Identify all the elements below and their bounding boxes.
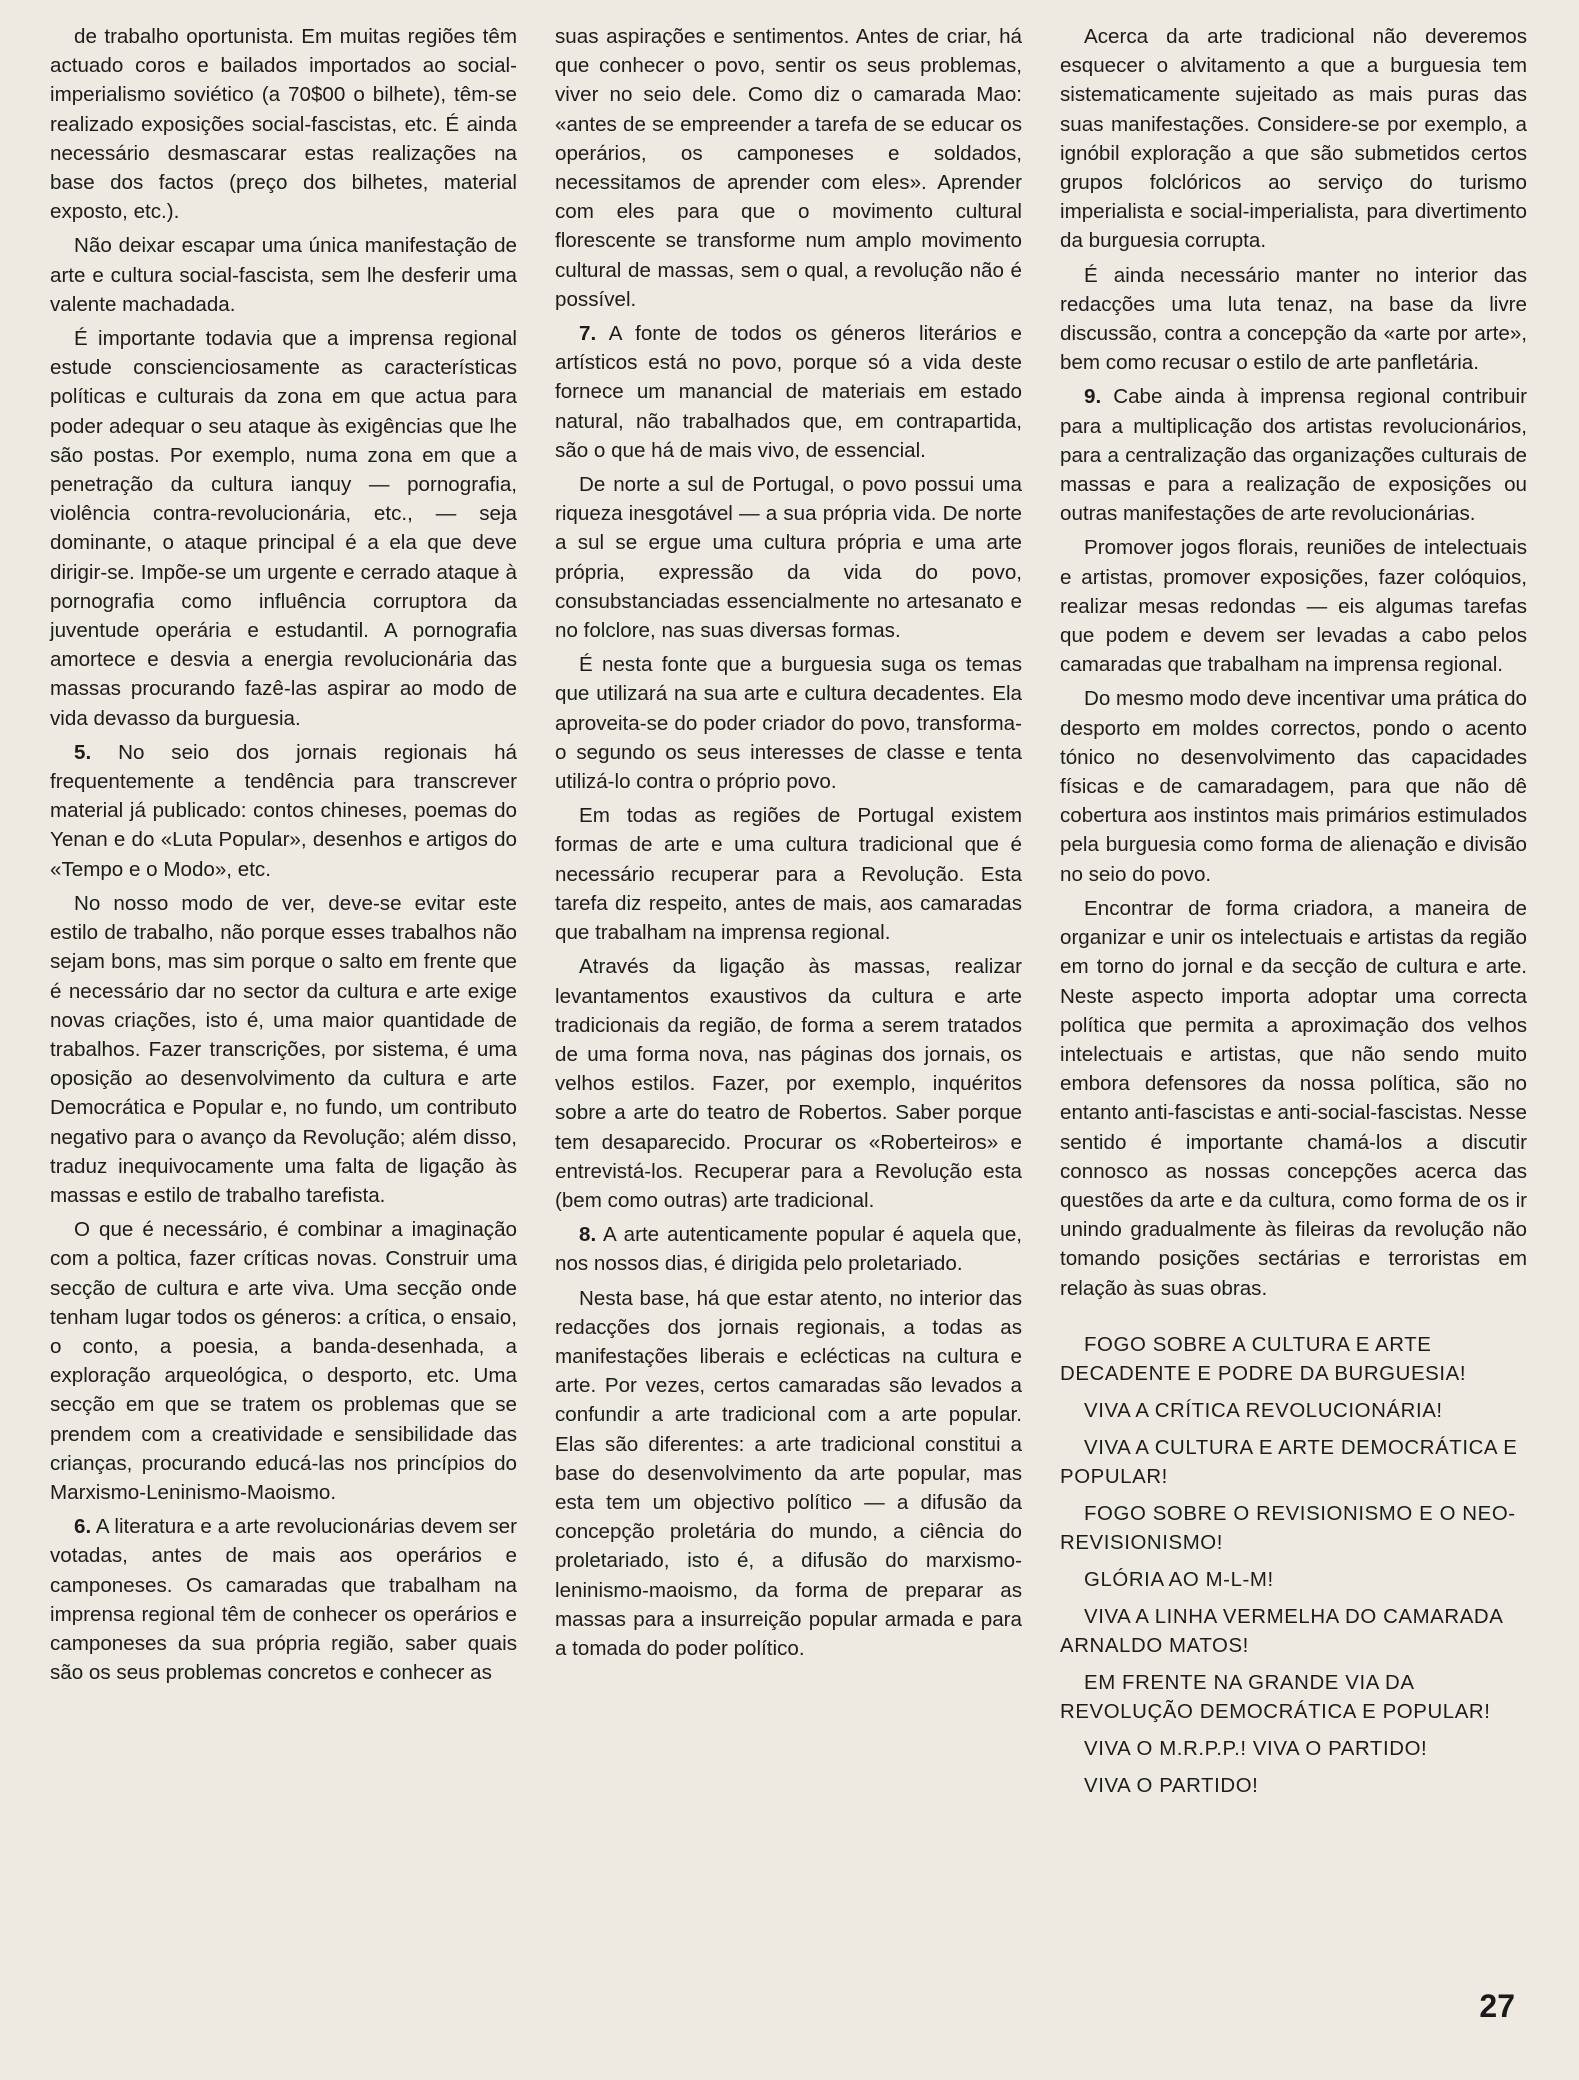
paragraph (555, 1220, 1022, 1278)
slogan: VIVA O PARTIDO! (1084, 1774, 1259, 1797)
slogan: VIVA O M.R.P.P.! VIVA O PARTIDO! (1084, 1737, 1428, 1760)
slogan: VIVA A CRÍTICA REVOLUCIONÁRIA! (1084, 1399, 1443, 1422)
section-number: 5. (74, 740, 92, 764)
paragraph-text: Cabe ainda à imprensa regional contribuir para a multiplicação dos artistas revolucionários, para a centralização das organizações culturais de massas e para a realização de exposições ou outras manifestações de arte revolucionárias. (1060, 385, 1527, 526)
section-number: 8. (579, 1223, 597, 1247)
paragraph (1060, 22, 1527, 256)
paragraph (555, 1284, 1022, 1664)
slogan: EM FRENTE NA GRANDE VIA DA REVOLUÇÃO DEMOCRÁTICA E POPULAR! (1060, 1671, 1491, 1723)
paragraph-text: No seio dos jornais regionais há frequentemente a tendência para transcrever material já publicado: contos chineses, poemas do Yenan e do «Luta Popular», desenhos e artigos do «Tempo e o Modo», etc. (50, 740, 517, 881)
paragraph (555, 319, 1022, 465)
paragraph-text: O que é necessário, é combinar a imaginação com a poltica, fazer críticas novas. Construir uma secção de cultura e arte viva. Uma secção onde tenham lugar todos os géneros: a crítica, o ensaio, o conto, a poesia, a banda-desenhada, a exploração arqueológica, o desporto, etc. Uma secção em que se tratem os problemas que se prendem com a creatividade e sensibilidade das crianças, procurando educá-las nos princípios do Marxismo-Leninismo-Maoismo. (50, 1218, 517, 1504)
paragraph (50, 324, 517, 733)
paragraph (50, 22, 517, 226)
paragraph-text: Encontrar de forma criadora, a maneira de organizar e unir os intelectuais e artistas da região em torno do jornal e da secção de cultura e arte. Neste aspecto importa adoptar uma correcta política que permita a aproximação dos velhos intelectuais e artistas, que não sendo muito embora defensores da nossa política, são no entanto anti-fascistas e anti-social-fascistas. Nesse sentido é importante chamá-los a discutir connosco as nossas concepções acerca das questões da arte e da cultura, como forma de os ir unindo gradualmente às fileiras da revolução não tomando posições sectárias e terroristas em relação às suas obras. (1060, 896, 1527, 1300)
paragraph (1060, 894, 1527, 1303)
paragraph-text: A literatura e a arte revolucionárias devem ser votadas, antes de mais aos operários e camponeses. Os camaradas que trabalham na imprensa regional têm de conhecer os operários e camponeses da sua própria região, saber quais são os seus problemas concretos e conhecer as (50, 1515, 517, 1685)
paragraph-text: Acerca da arte tradicional não deveremos esquecer o alvitamento a que a burguesia tem sistematicamente sujeitado as mais puras das suas manifestações. Considere-se por exemplo, a ignóbil exploração a que são submetidos certos grupos folclóricos ao serviço do turismo imperialista e social-imperialista, para divertimento da burguesia corrupta. (1060, 25, 1527, 253)
slogans-block (1060, 1331, 1527, 1801)
text-columns (50, 22, 1525, 1809)
paragraph-text: A arte autenticamente popular é aquela que, nos nossos dias, é dirigida pelo proletariado. (555, 1223, 1022, 1276)
paragraph-text: Do mesmo modo deve incentivar uma prática do desporto em moldes correctos, pondo o acento tónico no desenvolvimento das capacidades físicas e de camaradagem, para que não dê cobertura aos instintos mais primários estimulados pela burguesia como forma de alienação e divisão no seio do povo. (1060, 687, 1527, 886)
column-3-body (1060, 22, 1527, 1303)
paragraph-text: De norte a sul de Portugal, o povo possui uma riqueza inesgotável — a sua própria vida. De norte a sul se ergue uma cultura própria e uma arte própria, expressão da vida do povo, consubstanciadas essencialmente no artesanato e no folclore, nas suas diversas formas. (555, 473, 1022, 643)
paragraph (1060, 382, 1527, 528)
column-3 (1060, 22, 1527, 1809)
page-number: 27 (1479, 1988, 1515, 2024)
paragraph-text: Nesta base, há que estar atento, no interior das redacções dos jornais regionais, a todas as manifestações liberais e eclécticas na cultura e arte. Por vezes, certos camaradas são levados a confundir a arte tradicional com a arte popular. Elas são diferentes: a arte tradicional constitui a base do desenvolvimento da arte popular, mas esta tem um objectivo político — a difusão da concepção proletária do mundo, a ciência do proletariado, isto é, a difusão do marxismo-leninismo-maoismo, da forma de preparar as massas para a insurreição popular armada e para a tomada do poder político. (555, 1286, 1022, 1660)
paragraph (1060, 261, 1527, 378)
paragraph-text: É importante todavia que a imprensa regional estude conscienciosamente as características políticas e culturais da zona em que actua para poder adequar o seu ataque às exigências que lhe são postas. Por exemplo, numa zona em que a penetração da cultura ianquy — pornografia, violência contra-revolucionária, etc., — seja dominante, o ataque principal é a ela que deve dirigir-se. Impõe-se um urgente e cerrado ataque à pornografia como influência corruptora da juventude operária e estudantil. A pornografia amortece e desvia a energia revolucionária das massas procurando fazê-las aspirar ao modo de vida devasso da burguesia. (50, 327, 517, 730)
paragraph-text: A fonte de todos os géneros literários e artísticos está no povo, porque só a vida deste fornece um manancial de materiais em estado natural, não trabalhados que, em contrapartida, são o que há de mais vivo, de essencial. (555, 322, 1022, 462)
paragraph (50, 1215, 517, 1507)
section-number: 9. (1084, 385, 1102, 409)
paragraph-text: de trabalho oportunista. Em muitas regiões têm actuado coros e bailados importados ao social-imperialismo soviético (a 70$00 o bilhete), têm-se realizado exposições social-fascistas, etc. É ainda necessário desmascarar estas realizações na base dos factos (preço dos bilhetes, material exposto, etc.). (50, 25, 517, 224)
paragraph (50, 231, 517, 319)
paragraph-text: Não deixar escapar uma única manifestação de arte e cultura social-fascista, sem lhe desferir uma valente machadada. (50, 234, 517, 316)
paragraph (555, 470, 1022, 645)
paragraph-text: Em todas as regiões de Portugal existem formas de arte e uma cultura tradicional que é necessário recuperar para a Revolução. Esta tarefa diz respeito, antes de mais, aos camaradas que trabalham na imprensa regional. (555, 804, 1022, 945)
paragraph-text: suas aspirações e sentimentos. Antes de criar, há que conhecer o povo, sentir os seus problemas, viver no seio dele. Como diz o camarada Mao: «antes de se empreender a tarefa de se educar os operários, os camponeses e soldados, necessitamos de aprender com eles». Aprender com eles para que o movimento cultural florescente se transforme num amplo movimento cultural de massas, sem o qual, a revolução não é possível. (555, 25, 1022, 311)
paragraph-text: É ainda necessário manter no interior das redacções uma luta tenaz, na base da livre discussão, contra a concepção da «arte por arte», bem como recusar o estilo de arte panfletária. (1060, 263, 1527, 375)
slogan: VIVA A LINHA VERMELHA DO CAMARADA ARNALDO MATOS! (1060, 1605, 1503, 1657)
paragraph (50, 889, 517, 1210)
paragraph (555, 952, 1022, 1215)
paragraph (555, 650, 1022, 796)
paragraph (50, 1512, 517, 1687)
paragraph-text: Através da ligação às massas, realizar levantamentos exaustivos da cultura e arte tradicionais da região, de forma a serem tratados de uma forma nova, nas páginas dos jornais, os velhos estilos. Fazer, por exemplo, inquéritos sobre a arte do teatro de Robertos. Saber porque tem desaparecido. Procurar os «Roberteiros» e entrevistá-los. Recuperar para a Revolução esta (bem como outras) arte tradicional. (555, 955, 1022, 1212)
paragraph-text: No nosso modo de ver, deve-se evitar este estilo de trabalho, não porque esses trabalhos não sejam bons, mas sim porque o salto em frente que é necessário dar no sector da cultura e arte exige novas criações, isto é, uma maior quantidade de trabalhos. Fazer transcrições, por sistema, é uma oposição ao desenvolvimento da cultura e arte Democrática e Popular e, no fundo, um contributo negativo para o avanço da Revolução; além disso, traduz inequivocamente uma falta de ligação às massas e estilo de trabalho tarefista. (50, 891, 517, 1207)
slogan: FOGO SOBRE A CULTURA E ARTE DECADENTE E PODRE DA BURGUESIA! (1060, 1333, 1467, 1385)
paragraph (1060, 533, 1527, 679)
paragraph-text: Promover jogos florais, reuniões de intelectuais e artistas, promover exposições, fazer colóquios, realizar mesas redondas — eis algumas tarefas que podem e devem ser levadas a cabo pelos camaradas que trabalham na imprensa regional. (1060, 536, 1527, 677)
section-number: 7. (579, 322, 597, 346)
slogan: VIVA A CULTURA E ARTE DEMOCRÁTICA E POPULAR! (1060, 1436, 1518, 1488)
paragraph (555, 801, 1022, 947)
slogan: GLÓRIA AO M-L-M! (1084, 1568, 1274, 1591)
column-2 (555, 22, 1022, 1668)
column-1 (50, 22, 517, 1692)
paragraph (50, 738, 517, 884)
slogan: FOGO SOBRE O REVISIONISMO E O NEO-REVISIONISMO! (1060, 1502, 1516, 1554)
paragraph-text: É nesta fonte que a burguesia suga os temas que utilizará na sua arte e cultura decadentes. Ela aproveita-se do poder criador do povo, transforma-o segundo os seus interesses de classe e tenta utilizá-lo contra o próprio povo. (555, 653, 1022, 794)
paragraph (1060, 684, 1527, 888)
paragraph (555, 22, 1022, 314)
section-number: 6. (74, 1515, 92, 1539)
